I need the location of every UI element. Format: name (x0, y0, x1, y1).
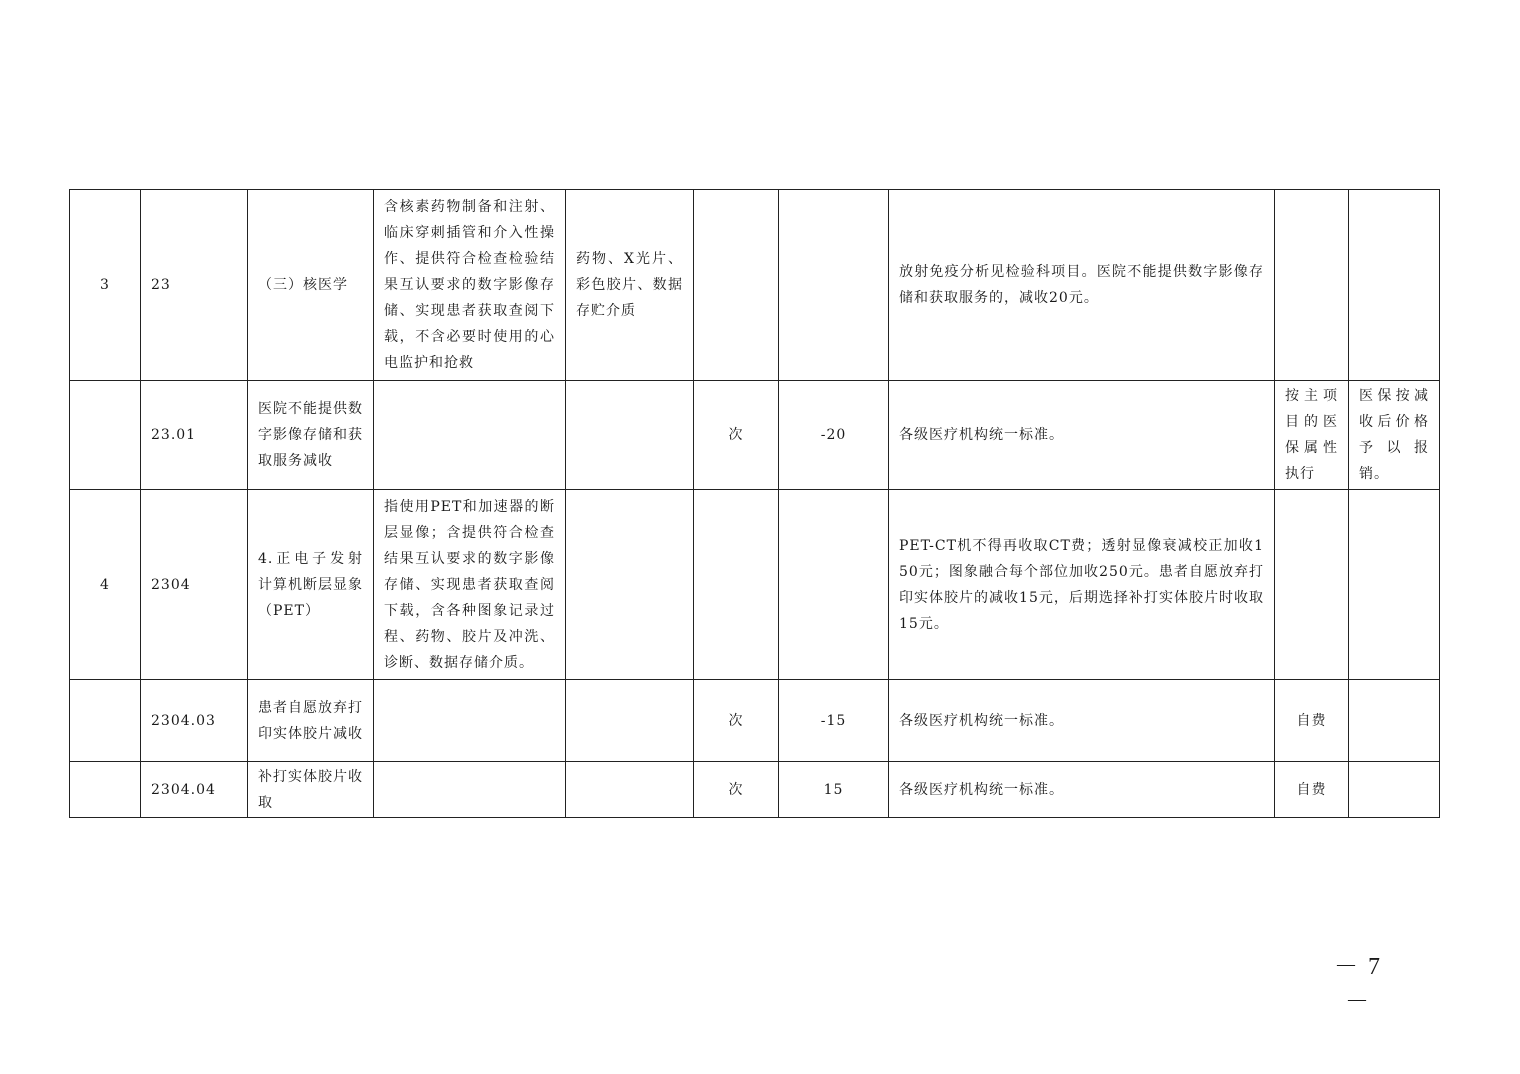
row-content (374, 680, 566, 762)
table-row (70, 381, 1440, 490)
price-table (69, 189, 1440, 818)
row-seq (70, 381, 141, 490)
row-price (779, 490, 889, 680)
row-price: 15 (779, 762, 889, 818)
row-insurance: 自费 (1275, 762, 1349, 818)
row-remark (1349, 490, 1440, 680)
row-excluded (566, 381, 694, 490)
table-row (70, 190, 1440, 381)
row-insurance: 按主项目的医保属性执行 (1275, 381, 1349, 490)
table-row (70, 680, 1440, 762)
row-unit (694, 490, 779, 680)
row-remark (1349, 762, 1440, 818)
row-name: 补打实体胶片收取 (248, 762, 374, 818)
row-unit: 次 (694, 381, 779, 490)
table-row (70, 490, 1440, 680)
row-content: 指使用PET和加速器的断层显像；含提供符合检查结果互认要求的数字影像存储、实现患者获取查阅下载，含各种图象记录过程、药物、胶片及冲洗、诊断、数据存储介质。 (374, 490, 566, 680)
row-remark (1349, 680, 1440, 762)
row-unit: 次 (694, 680, 779, 762)
row-name: 4.正电子发射计算机断层显象（PET） (248, 490, 374, 680)
row-seq (70, 762, 141, 818)
row-remark: 医保按减收后价格予以报销。 (1349, 381, 1440, 490)
row-price (779, 190, 889, 381)
row-remark (1349, 190, 1440, 381)
row-name: 患者自愿放弃打印实体胶片减收 (248, 680, 374, 762)
row-unit (694, 190, 779, 381)
table-row (70, 762, 1440, 818)
row-content: 含核素药物制备和注射、临床穿刺插管和介入性操作、提供符合检查检验结果互认要求的数字影像存储、实现患者获取查阅下载，不含必要时使用的心电监护和抢救 (374, 190, 566, 381)
row-code: 2304.03 (141, 680, 248, 762)
row-unit: 次 (694, 762, 779, 818)
row-price: -20 (779, 381, 889, 490)
row-notes: 各级医疗机构统一标准。 (889, 680, 1275, 762)
row-notes: 各级医疗机构统一标准。 (889, 762, 1275, 818)
row-insurance (1275, 190, 1349, 381)
row-price: -15 (779, 680, 889, 762)
row-insurance (1275, 490, 1349, 680)
row-insurance: 自费 (1275, 680, 1349, 762)
row-notes: 放射免疫分析见检验科项目。医院不能提供数字影像存储和获取服务的，减收20元。 (889, 190, 1275, 381)
row-notes: PET-CT机不得再收取CT费；透射显像衰减校正加收150元；图象融合每个部位加收250元。患者自愿放弃打印实体胶片的减收15元，后期选择补打实体胶片时收取15元。 (889, 490, 1275, 680)
row-content (374, 762, 566, 818)
row-content (374, 381, 566, 490)
page-number: － 7 － (1334, 954, 1382, 1015)
row-seq: 4 (70, 490, 141, 680)
row-seq: 3 (70, 190, 141, 381)
row-excluded (566, 762, 694, 818)
row-name: 医院不能提供数字影像存储和获取服务减收 (248, 381, 374, 490)
row-code: 2304 (141, 490, 248, 680)
row-excluded (566, 680, 694, 762)
row-code: 2304.04 (141, 762, 248, 818)
row-excluded (566, 490, 694, 680)
row-seq (70, 680, 141, 762)
row-notes: 各级医疗机构统一标准。 (889, 381, 1275, 490)
row-code: 23.01 (141, 381, 248, 490)
row-name: （三）核医学 (248, 190, 374, 381)
row-code: 23 (141, 190, 248, 381)
row-excluded: 药物、X光片、彩色胶片、数据存贮介质 (566, 190, 694, 381)
